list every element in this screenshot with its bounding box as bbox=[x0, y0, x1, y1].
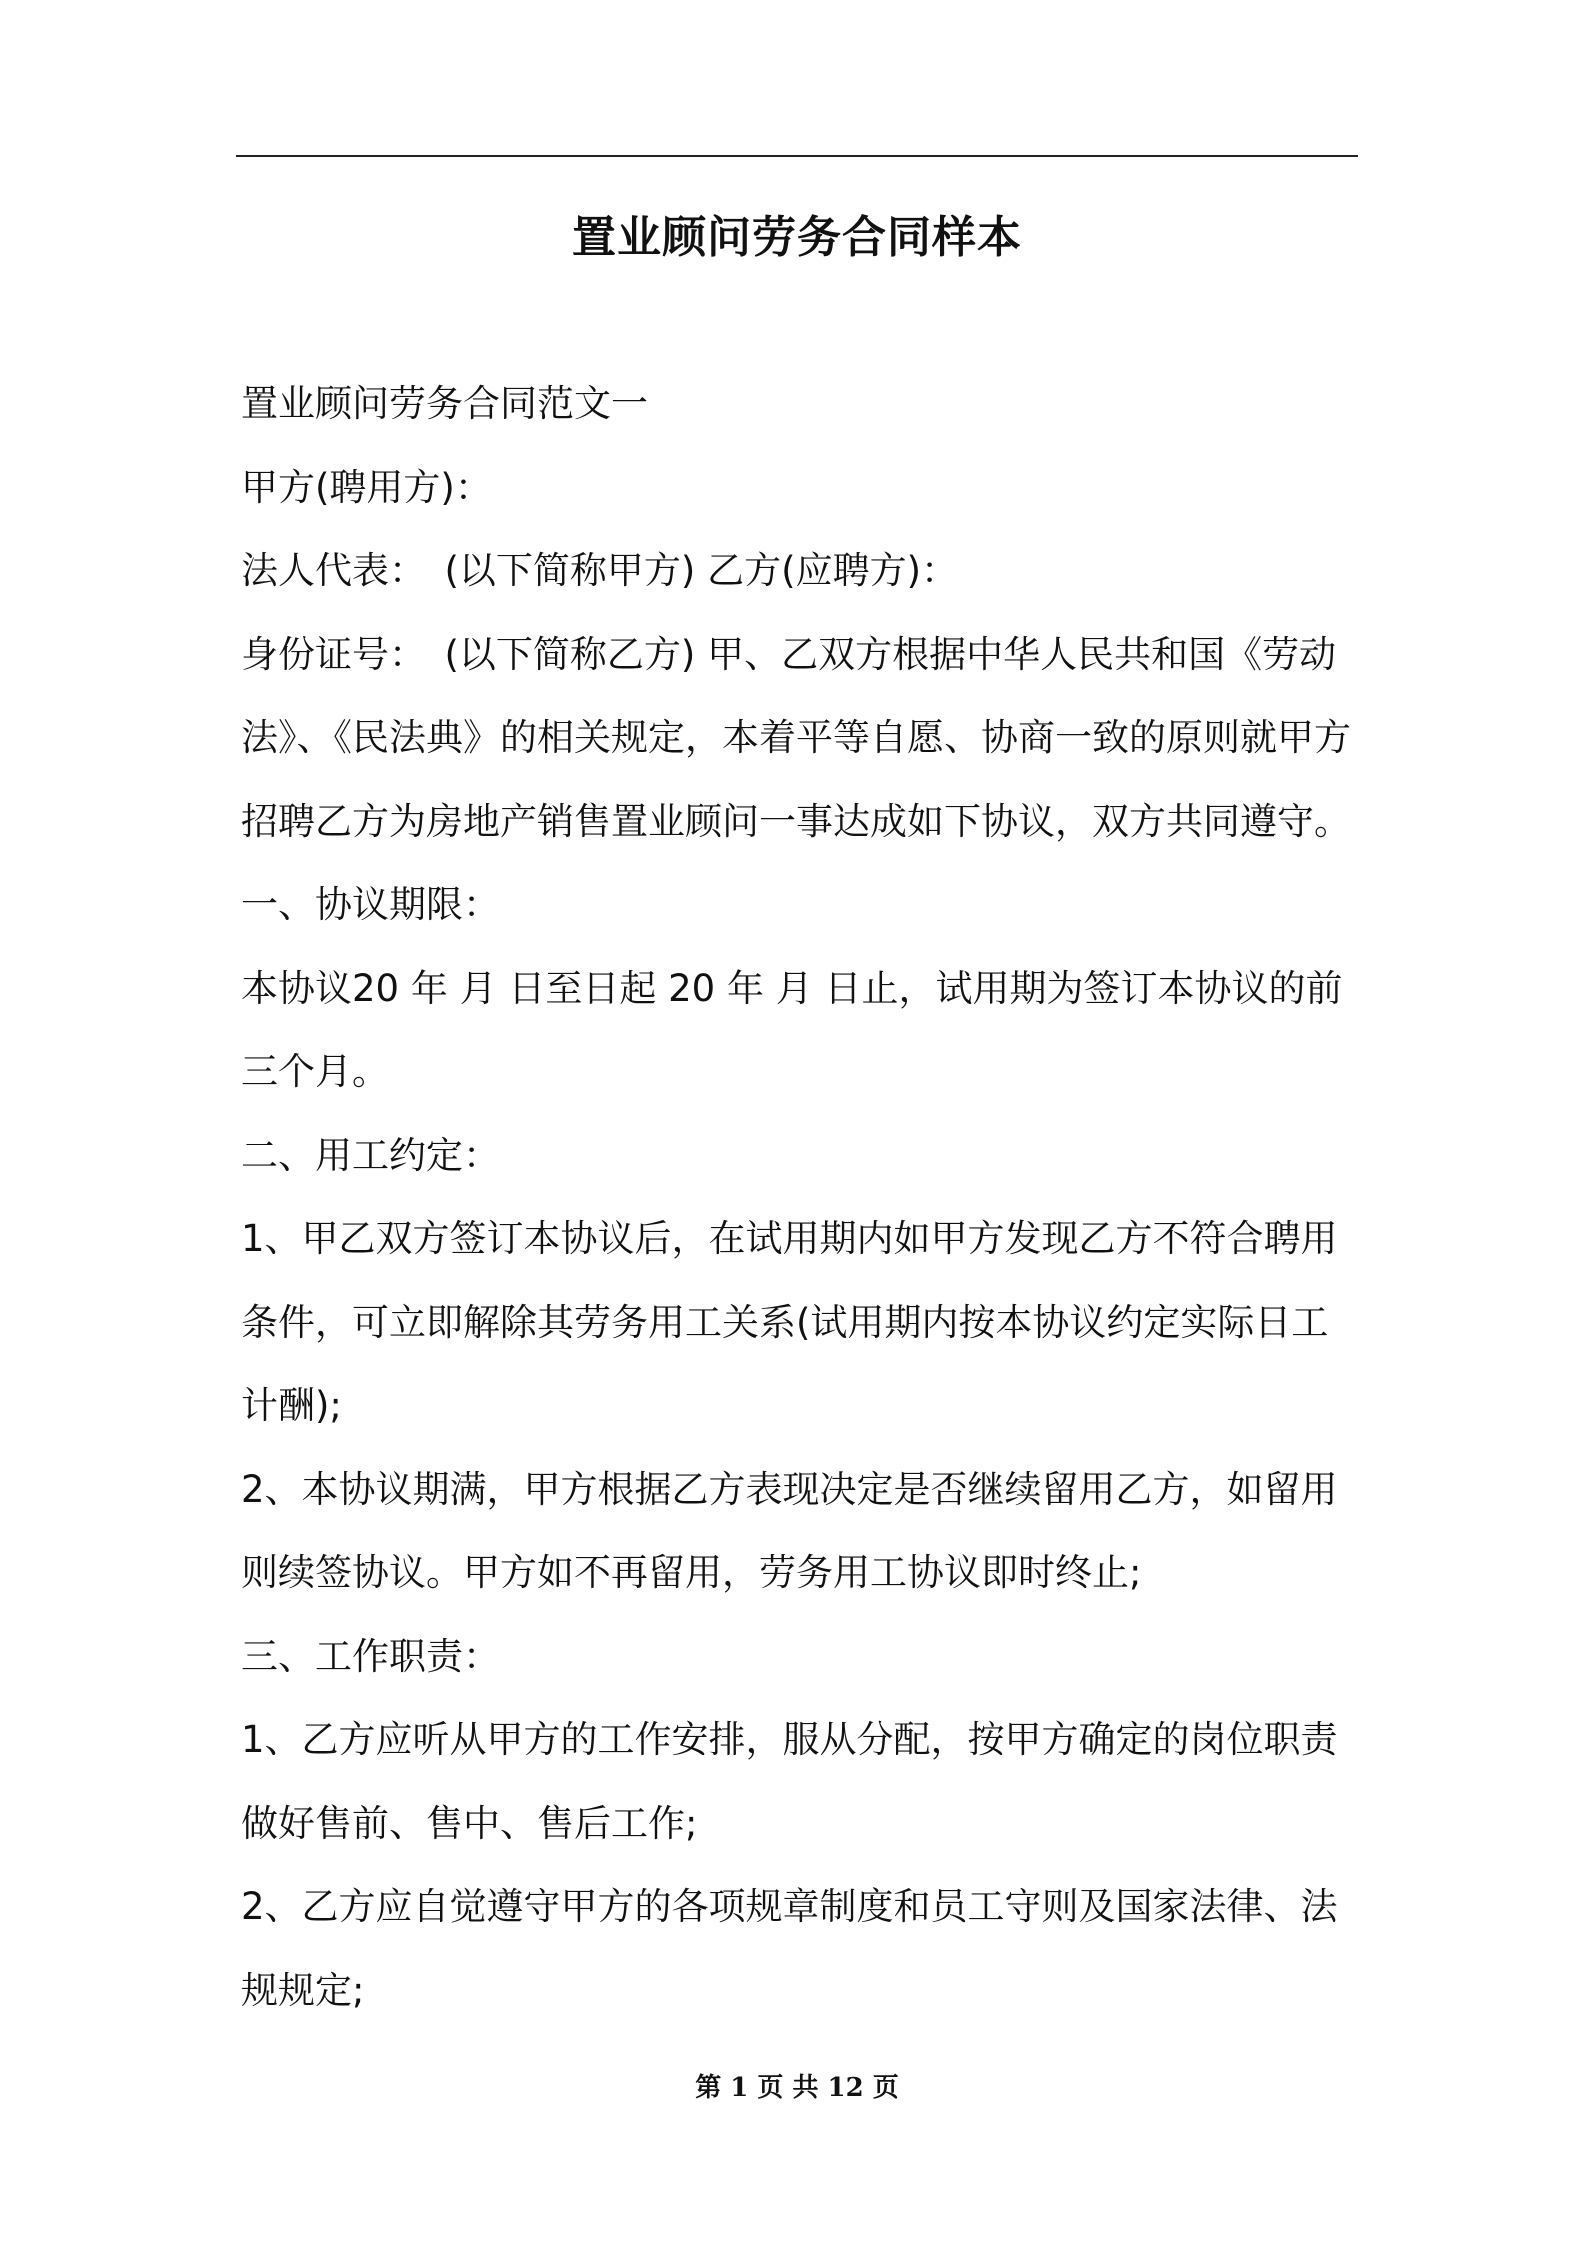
document-body bbox=[241, 362, 1359, 2032]
paragraph-legal-representative: 法人代表： (以下简称甲方) 乙方(应聘方)： bbox=[241, 549, 959, 592]
paragraph-duties-1: 1、乙方应听从甲方的工作安排，服从分配，按甲方确定的岗位职责做好售前、售中、售后工作; bbox=[241, 1718, 1338, 1845]
document-title: 置业顾问劳务合同样本 bbox=[572, 212, 1022, 263]
paragraph-id-number: 身份证号： (以下简称乙方) 甲、乙双方根据中华人民共和国《劳动法》、《民法典》的相关规定，本着平等自愿、协商一致的原则就甲方招聘乙方为房地产销售置业顾问一事达成如下协议，双方共同遵守。 bbox=[241, 632, 1351, 843]
paragraph-term-detail: 本协议20 年 月 日至日起 20 年 月 日止，试用期为签订本协议的前三个月。 bbox=[241, 966, 1343, 1093]
paragraph-party-a: 甲方(聘用方)： bbox=[241, 465, 492, 509]
header-divider bbox=[236, 155, 1358, 157]
page-number-footer: 第 1 页 共 12 页 bbox=[695, 2073, 899, 2103]
paragraph-section-heading: 置业顾问劳务合同范文一 bbox=[241, 382, 648, 425]
paragraph-duties-2: 2、乙方应自觉遵守甲方的各项规章制度和员工守则及国家法律、法规规定; bbox=[241, 1885, 1338, 2012]
paragraph-heading-employment: 二、用工约定： bbox=[241, 1133, 500, 1177]
paragraph-employment-2: 2、本协议期满，甲方根据乙方表现决定是否继续留用乙方，如留用则续签协议。甲方如不再留用，劳务用工协议即时终止; bbox=[241, 1467, 1338, 1594]
paragraph-heading-term: 一、协议期限： bbox=[241, 883, 500, 926]
paragraph-heading-duties: 三、工作职责： bbox=[241, 1634, 500, 1678]
paragraph-employment-1: 1、甲乙双方签订本协议后，在试用期内如甲方发现乙方不符合聘用条件，可立即解除其劳务用工关系(试用期内按本协议约定实际日工计酬); bbox=[241, 1217, 1338, 1427]
